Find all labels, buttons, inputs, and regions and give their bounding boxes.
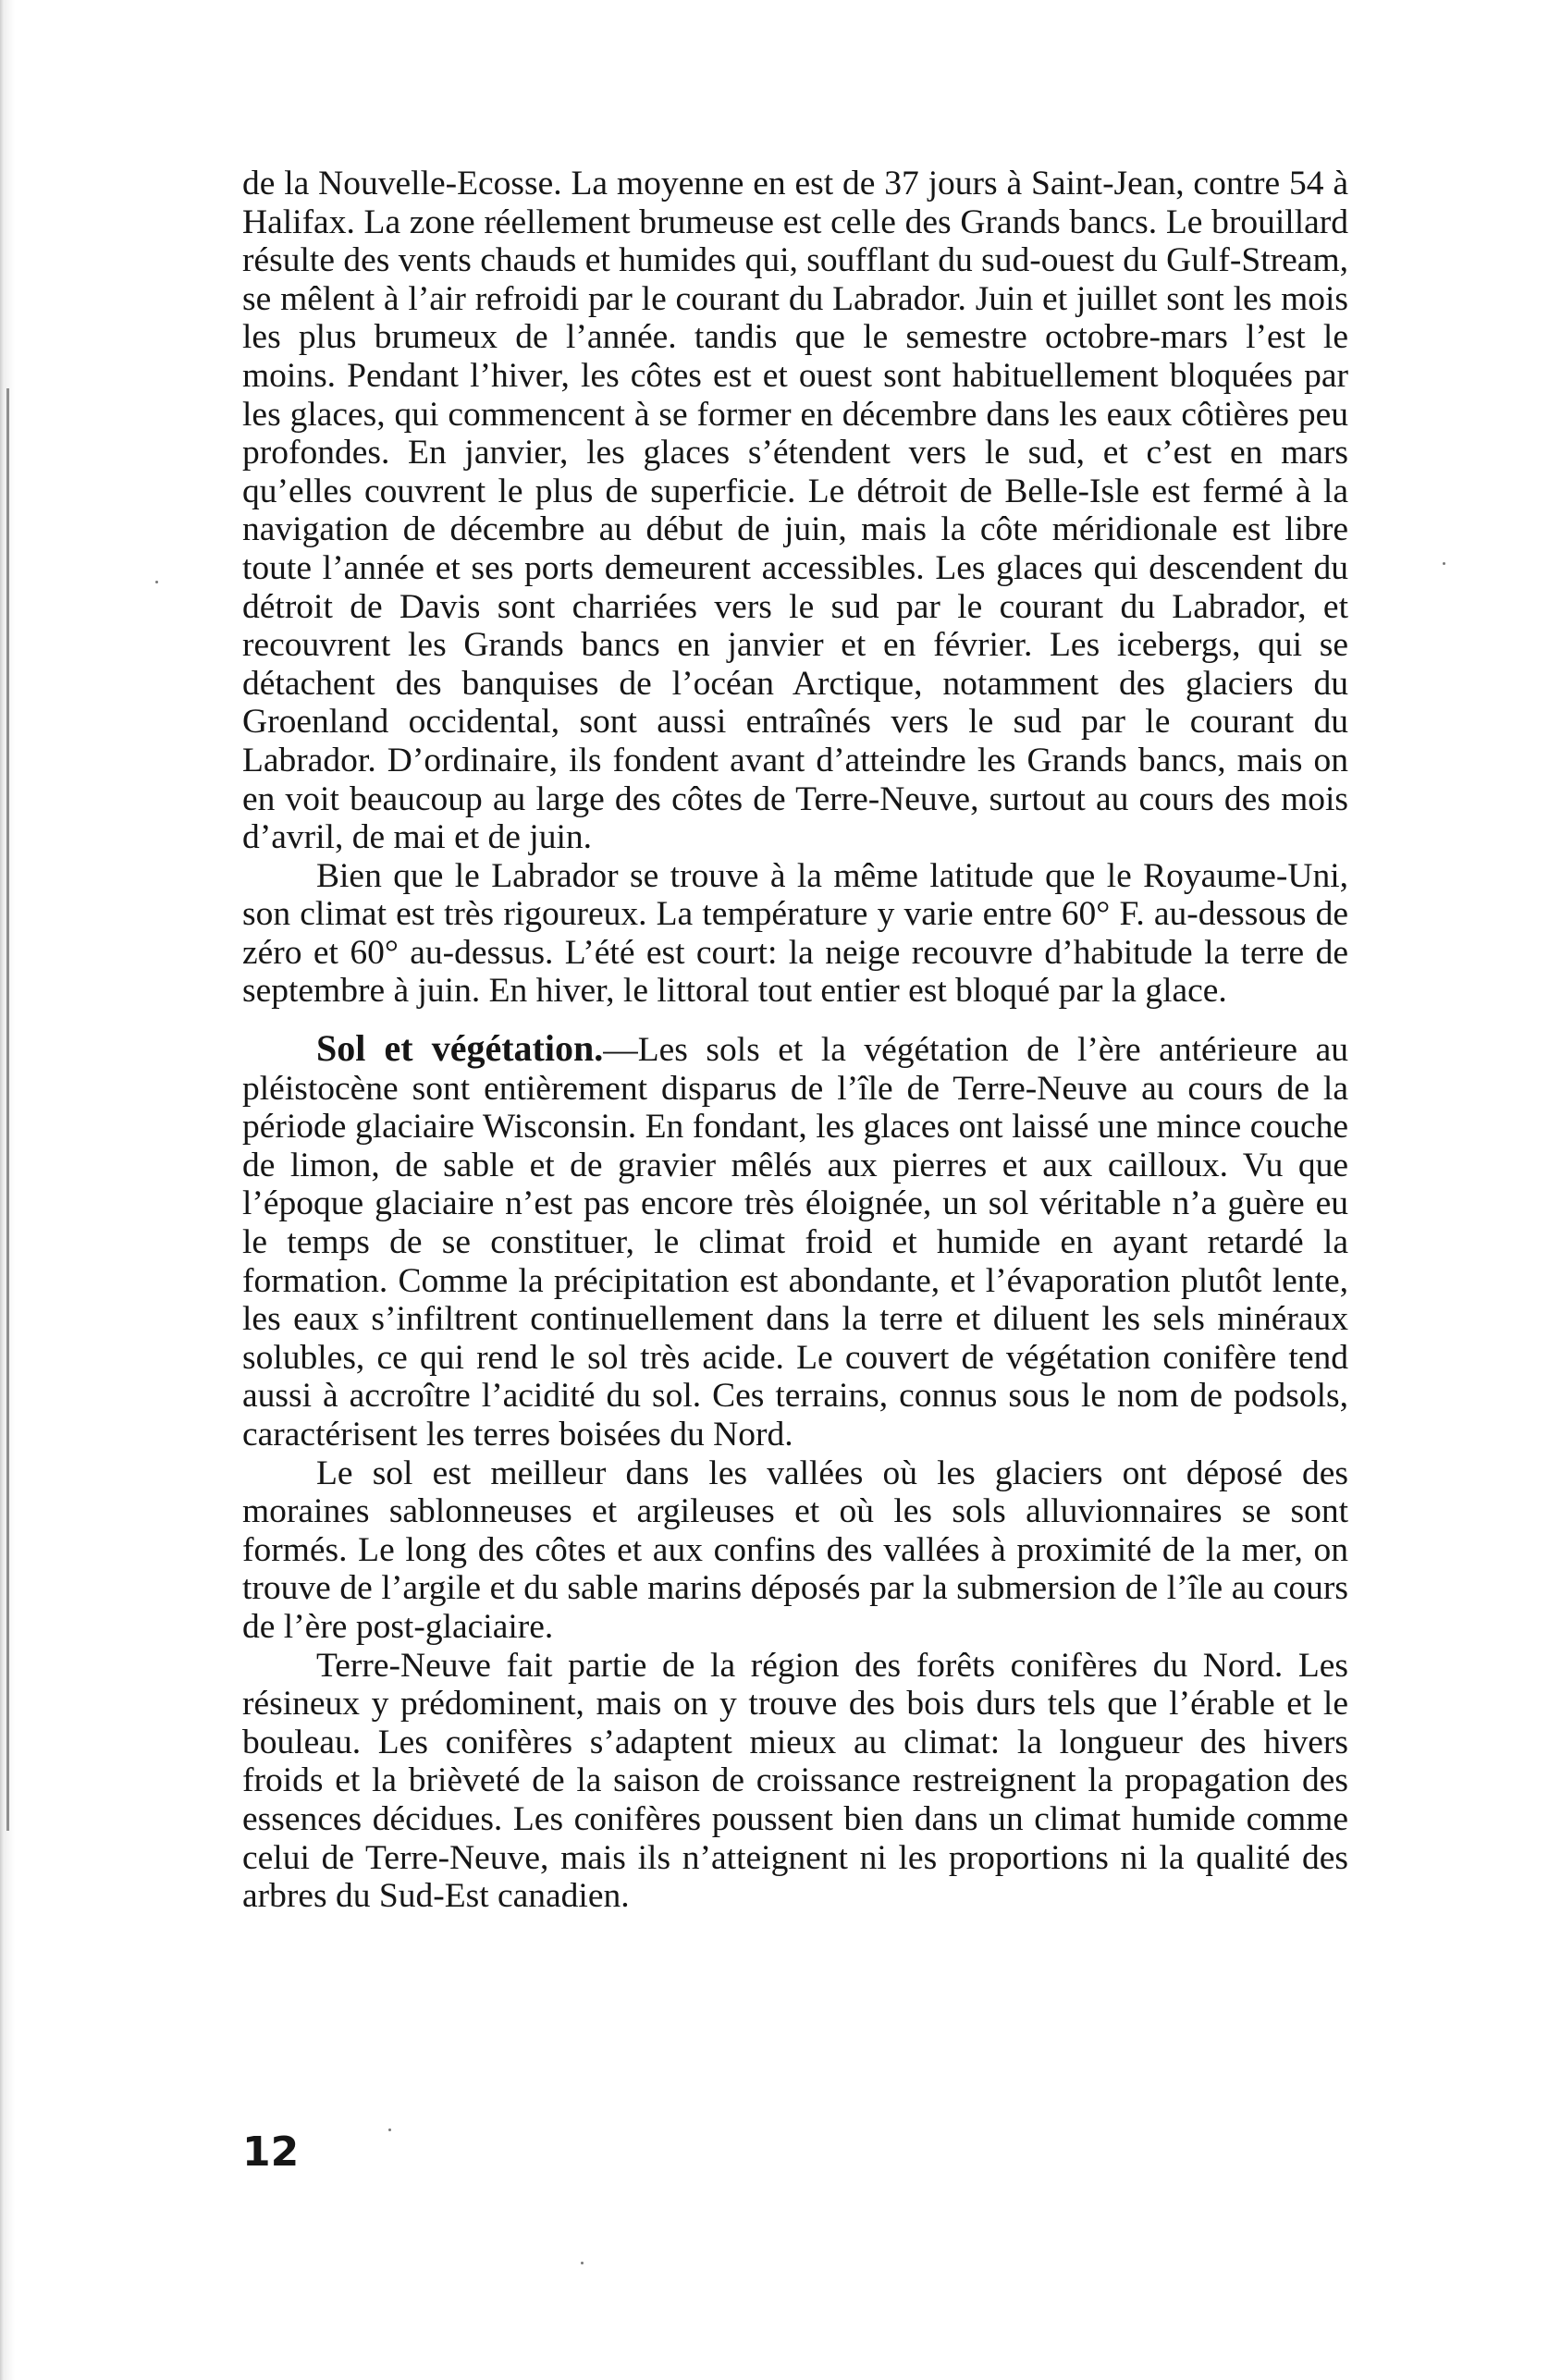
paper-speck <box>388 2129 391 2131</box>
paper-speck <box>155 581 158 583</box>
body-paragraph: Bien que le Labrador se trouve à la même latitude que le Royaume-Uni, son climat est très rigoureux. La température y varie entre 60° F. au-dessous de zéro et 60° au-dessus. L’été est court: la neige recouvre d’habitude la terre de septembre à juin. En hiver, le littoral tout entier est bloqué par la glace. <box>242 856 1348 1011</box>
body-text <box>242 165 1348 1916</box>
paper-speck <box>1443 562 1445 565</box>
binding-shadow-line <box>6 388 9 1831</box>
body-paragraph: de la Nouvelle-Ecosse. La moyenne en est de 37 jours à Saint-Jean, contre 54 à Halifax. La zone réellement brumeuse est celle des Grands bancs. Le brouillard résulte des vents chauds et humides qui, soufflant du sud-ouest du Gulf-Stream, se mêlent à l’air refroidi par le courant du Labrador. Juin et juillet sont les mois les plus brumeux de l’année. tandis que le semestre octobre-mars l’est le moins. Pendant l’hiver, les côtes est et ouest sont habituellement bloquées par les glaces, qui commencent à se former en décembre dans les eaux côtières peu profondes. En janvier, les glaces s’étendent vers le sud, et c’est en mars qu’elles couvrent le plus de superficie. Le détroit de Belle-Isle est fermé à la navigation de décembre au début de juin, mais la côte méridionale est libre toute l’année et ses ports demeurent accessibles. Les glaces qui descendent du détroit de Davis sont charriées vers le sud par le courant du Labrador, et recouvrent les Grands bancs en janvier et en février. Les icebergs, qui se détachent des banquises de l’océan Arctique, notamment des glaciers du Groenland occidental, sont aussi entraînés vers le sud par le courant du Labrador. D’ordinaire, ils fondent avant d’atteindre les Grands bancs, mais on en voit beaucoup au large des côtes de Terre-Neuve, surtout au cours des mois d’avril, de mai et de juin. <box>242 165 1348 857</box>
paper-speck <box>581 2262 584 2264</box>
body-paragraph: Terre-Neuve fait partie de la région des forêts conifères du Nord. Les résineux y prédominent, mais on y trouve des bois durs tels que l’érable et le bouleau. Les conifères s’adaptent mieux au climat: la longueur des hivers froids et la brièveté de la saison de croissance restreignent la propagation des essences décidues. Les conifères poussent bien dans un climat humide comme celui de Terre-Neuve, mais ils n’atteignent ni les proportions ni la qualité des arbres du Sud-Est canadien. <box>242 1646 1348 1916</box>
body-paragraph: Le sol est meilleur dans les vallées où les glaciers ont déposé des moraines sablonneuses et argileuses et où les sols alluvionnaires se sont formés. Le long des côtes et aux confins des vallées à proximité de la mer, on trouve de l’argile et du sable marins déposés par la submersion de l’île au cours de l’ère post-glaciaire. <box>242 1454 1348 1646</box>
section-paragraph-text: —Les sols et la végétation de l’ère antérieure au pléistocène sont entièrement disparus de l’île de Terre-Neuve au cours de la période glaciaire Wisconsin. En fondant, les glaces ont laissé une mince couche de limon, de sable et de gravier mêlés aux pierres et aux cailloux. Vu que l’époque glaciaire n’est pas encore très éloignée, un sol véritable n’a guère eu le temps de se constituer, le climat froid et humide en ayant retardé la formation. Comme la précipitation est abondante, et l’évaporation plutôt lente, les eaux s’infiltrent continuellement dans la terre et diluent les sels minéraux solubles, ce qui rend le sol très acide. Le couvert de végétation conifère tend aussi à accroître l’acidité du sol. Ces terrains, connus sous le nom de podsols, caractérisent les terres boisées du Nord. <box>242 1031 1348 1454</box>
page-number: 12 <box>242 2129 300 2176</box>
section-paragraph <box>242 1029 1348 1454</box>
section-heading: Sol et végétation. <box>316 1027 604 1070</box>
